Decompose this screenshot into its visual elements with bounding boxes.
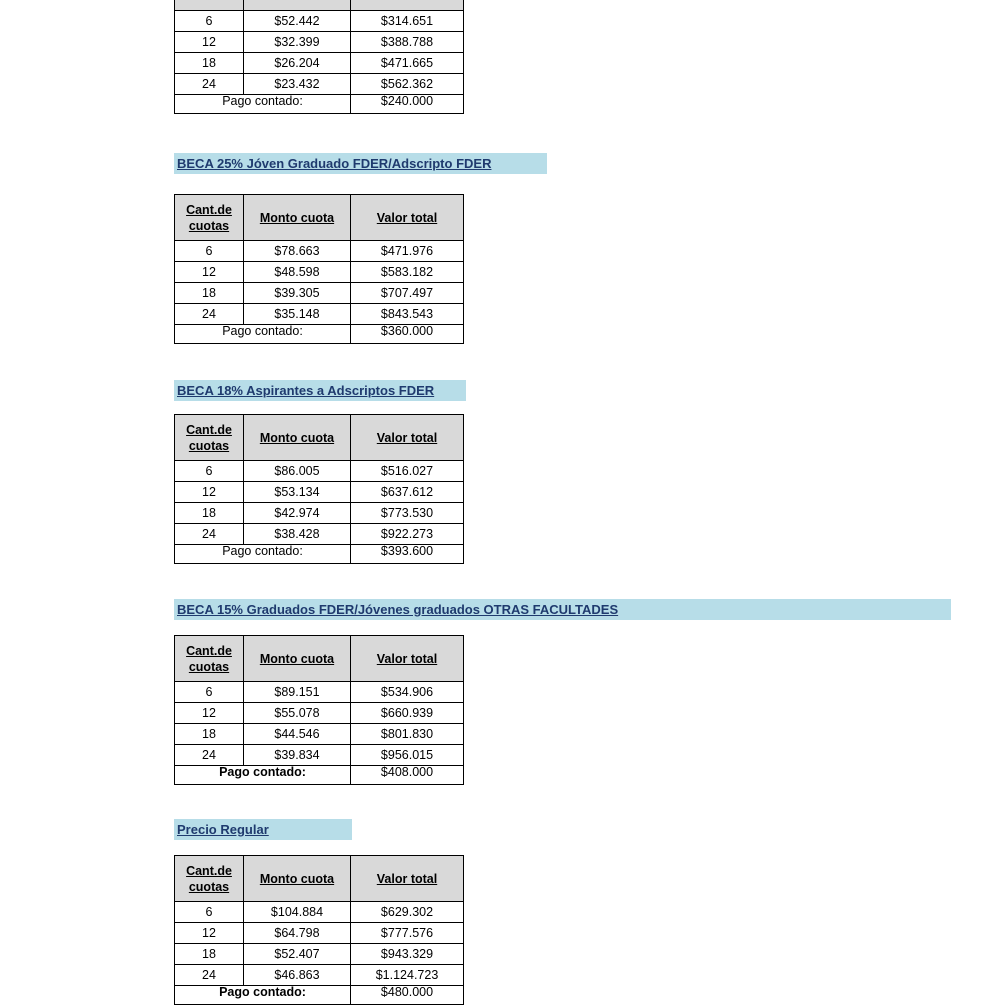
- cuotas-cell: 24: [175, 965, 244, 986]
- cuotas-cell: 24: [175, 745, 244, 766]
- table-row: [175, 11, 464, 32]
- monto-cell: $48.598: [244, 262, 351, 283]
- total-cell: $956.015: [351, 745, 464, 766]
- header-cuotas: Cant.de cuotas: [175, 415, 244, 461]
- cash-value: $408.000: [351, 766, 464, 785]
- total-cell: $629.302: [351, 902, 464, 923]
- header-monto: Monto cuota: [244, 195, 351, 241]
- table-row: [175, 965, 464, 986]
- monto-cell: $52.442: [244, 11, 351, 32]
- table-row: [175, 724, 464, 745]
- total-cell: $943.329: [351, 944, 464, 965]
- total-cell: $534.906: [351, 682, 464, 703]
- header-total: [351, 0, 464, 11]
- total-cell: $1.124.723: [351, 965, 464, 986]
- monto-cell: $39.834: [244, 745, 351, 766]
- header-cuotas: [175, 0, 244, 11]
- total-cell: $562.362: [351, 74, 464, 95]
- cuotas-cell: 12: [175, 482, 244, 503]
- table-row: [175, 32, 464, 53]
- monto-cell: $32.399: [244, 32, 351, 53]
- header-cuotas: Cant.de cuotas: [175, 195, 244, 241]
- cash-label: Pago contado:: [175, 766, 351, 785]
- monto-cell: $55.078: [244, 703, 351, 724]
- cash-row: [175, 95, 464, 114]
- total-cell: $314.651: [351, 11, 464, 32]
- table-row: [175, 262, 464, 283]
- cuotas-cell: 18: [175, 503, 244, 524]
- cash-label: Pago contado:: [175, 325, 351, 344]
- table-row: [175, 74, 464, 95]
- table-row: [175, 241, 464, 262]
- monto-cell: $44.546: [244, 724, 351, 745]
- table-header-row: [175, 856, 464, 902]
- cuotas-cell: 18: [175, 724, 244, 745]
- table-header-row: [175, 195, 464, 241]
- price-table-beca-18: [174, 414, 464, 564]
- table-row: [175, 703, 464, 724]
- cuotas-cell: 6: [175, 241, 244, 262]
- total-cell: $471.976: [351, 241, 464, 262]
- cuotas-cell: 18: [175, 53, 244, 74]
- total-cell: $777.576: [351, 923, 464, 944]
- cuotas-cell: 12: [175, 703, 244, 724]
- monto-cell: $78.663: [244, 241, 351, 262]
- total-cell: $922.273: [351, 524, 464, 545]
- total-cell: $660.939: [351, 703, 464, 724]
- cuotas-cell: 6: [175, 461, 244, 482]
- header-monto: Monto cuota: [244, 856, 351, 902]
- price-table-beca-15: [174, 635, 464, 785]
- monto-cell: $23.432: [244, 74, 351, 95]
- monto-cell: $89.151: [244, 682, 351, 703]
- cuotas-cell: 24: [175, 74, 244, 95]
- monto-cell: $39.305: [244, 283, 351, 304]
- cash-value: $240.000: [351, 95, 464, 114]
- header-cuotas: Cant.de cuotas: [175, 636, 244, 682]
- table-row: [175, 503, 464, 524]
- monto-cell: $53.134: [244, 482, 351, 503]
- table-row: [175, 944, 464, 965]
- monto-cell: $26.204: [244, 53, 351, 74]
- header-total: Valor total: [351, 415, 464, 461]
- total-cell: $583.182: [351, 262, 464, 283]
- header-monto: Monto cuota: [244, 636, 351, 682]
- table-header-row: [175, 415, 464, 461]
- total-cell: $637.612: [351, 482, 464, 503]
- cuotas-cell: 12: [175, 32, 244, 53]
- table-row: [175, 682, 464, 703]
- monto-cell: $38.428: [244, 524, 351, 545]
- table-header-row: [175, 636, 464, 682]
- table-row: [175, 283, 464, 304]
- cuotas-cell: 6: [175, 682, 244, 703]
- cuotas-cell: 6: [175, 11, 244, 32]
- total-cell: $516.027: [351, 461, 464, 482]
- cuotas-cell: 24: [175, 524, 244, 545]
- cash-value: $360.000: [351, 325, 464, 344]
- cash-value: $480.000: [351, 986, 464, 1005]
- total-cell: $801.830: [351, 724, 464, 745]
- cash-label: Pago contado:: [175, 95, 351, 114]
- total-cell: $773.530: [351, 503, 464, 524]
- table-row: [175, 745, 464, 766]
- monto-cell: $46.863: [244, 965, 351, 986]
- price-table-regular: [174, 855, 464, 1005]
- cash-row: [175, 545, 464, 564]
- table-header-row: [175, 0, 464, 11]
- section-title-beca-25: BECA 25% Jóven Graduado FDER/Adscripto FDER: [174, 153, 547, 174]
- monto-cell: $42.974: [244, 503, 351, 524]
- cash-label: Pago contado:: [175, 545, 351, 564]
- cuotas-cell: 12: [175, 262, 244, 283]
- monto-cell: $86.005: [244, 461, 351, 482]
- table-row: [175, 524, 464, 545]
- header-total: Valor total: [351, 195, 464, 241]
- section-title-beca-18: BECA 18% Aspirantes a Adscriptos FDER: [174, 380, 466, 401]
- cuotas-cell: 18: [175, 283, 244, 304]
- table-row: [175, 53, 464, 74]
- cuotas-cell: 12: [175, 923, 244, 944]
- cuotas-cell: 6: [175, 902, 244, 923]
- monto-cell: $35.148: [244, 304, 351, 325]
- header-monto: [244, 0, 351, 11]
- monto-cell: $52.407: [244, 944, 351, 965]
- cuotas-cell: 24: [175, 304, 244, 325]
- price-table-top: [174, 0, 464, 114]
- table-row: [175, 482, 464, 503]
- cash-row: [175, 766, 464, 785]
- header-monto: Monto cuota: [244, 415, 351, 461]
- monto-cell: $64.798: [244, 923, 351, 944]
- section-title-beca-15: BECA 15% Graduados FDER/Jóvenes graduados OTRAS FACULTADES: [174, 599, 951, 620]
- table-row: [175, 461, 464, 482]
- header-cuotas: Cant.de cuotas: [175, 856, 244, 902]
- total-cell: $843.543: [351, 304, 464, 325]
- cuotas-cell: 18: [175, 944, 244, 965]
- header-total: Valor total: [351, 636, 464, 682]
- table-row: [175, 304, 464, 325]
- header-total: Valor total: [351, 856, 464, 902]
- total-cell: $707.497: [351, 283, 464, 304]
- cash-label: Pago contado:: [175, 986, 351, 1005]
- total-cell: $388.788: [351, 32, 464, 53]
- cash-row: [175, 325, 464, 344]
- monto-cell: $104.884: [244, 902, 351, 923]
- table-row: [175, 902, 464, 923]
- total-cell: $471.665: [351, 53, 464, 74]
- cash-row: [175, 986, 464, 1005]
- section-title-precio-regular: Precio Regular: [174, 819, 352, 840]
- price-table-beca-25: [174, 194, 464, 344]
- table-row: [175, 923, 464, 944]
- cash-value: $393.600: [351, 545, 464, 564]
